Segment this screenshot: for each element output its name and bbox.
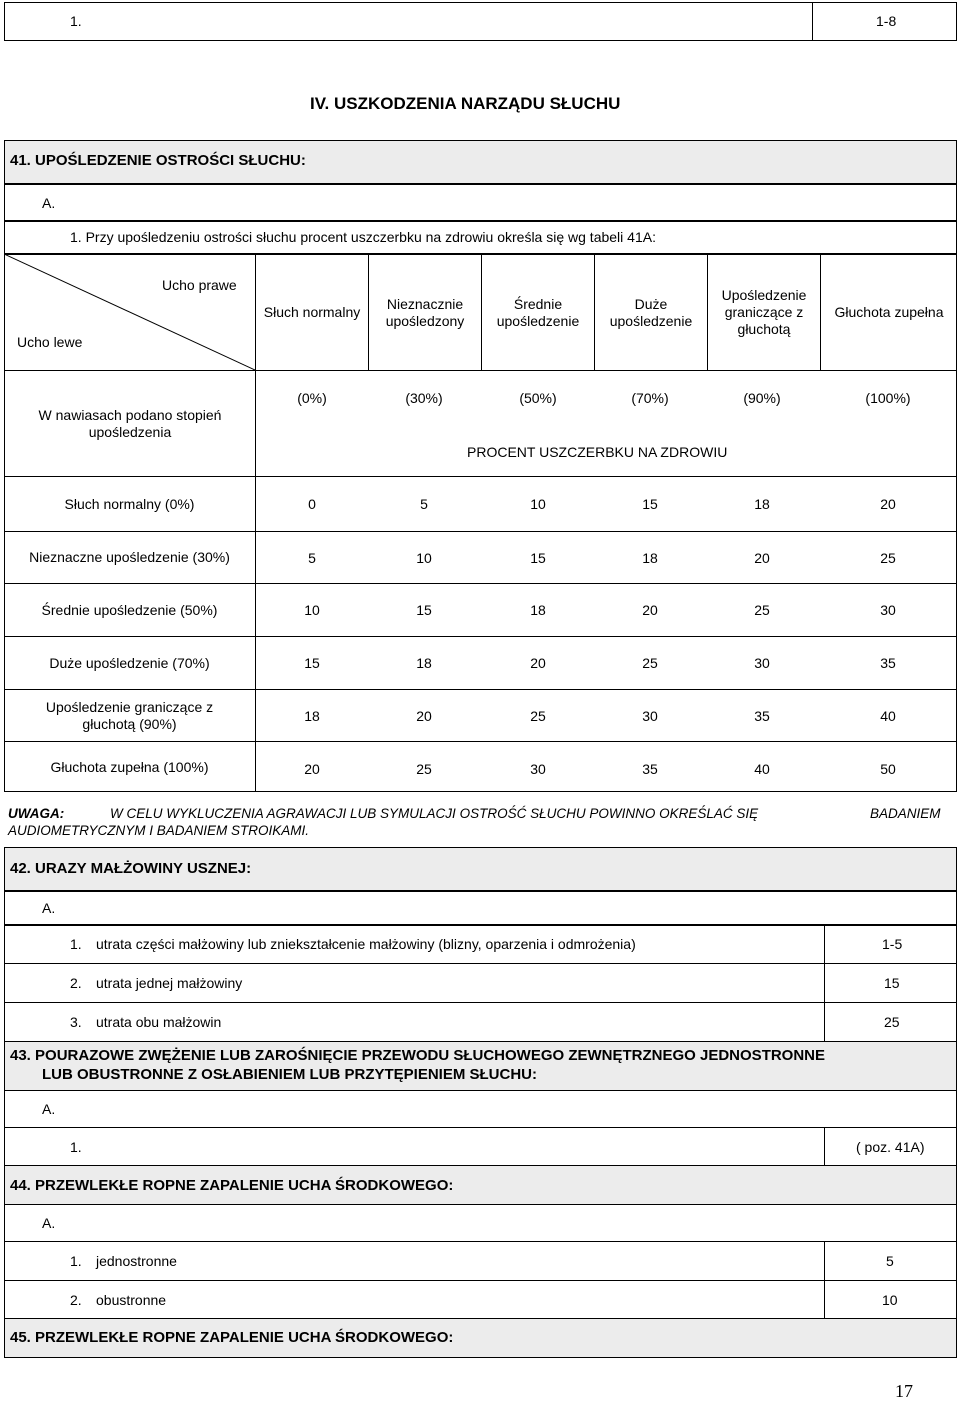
list-item: [4, 1127, 957, 1166]
cell: 20: [530, 655, 546, 671]
section-41-a-label: A.: [42, 195, 56, 211]
diagonal-divider: [4, 254, 256, 370]
item-text: utrata jednej małżowiny: [96, 975, 243, 991]
row-label: Nieznaczne upośledzenie (30%): [29, 549, 230, 565]
percent-30: (30%): [405, 390, 443, 406]
cell: 10: [530, 496, 546, 512]
header-right: 1-8: [876, 13, 897, 29]
item-num: 2.: [70, 975, 82, 991]
col-header-4: Duże upośledzenie: [609, 295, 693, 329]
cell: 25: [880, 550, 896, 566]
left-ear-label: Ucho lewe: [17, 334, 83, 350]
cell: 30: [754, 655, 770, 671]
item-num: 1.: [70, 1139, 82, 1155]
header-row: [4, 2, 957, 41]
cell: 20: [304, 761, 320, 777]
col-header-3: Średnie upośledzenie: [496, 295, 580, 329]
cell: 20: [880, 496, 896, 512]
cell: 30: [530, 761, 546, 777]
cell: 25: [642, 655, 658, 671]
uwaga-text-1: W CELU WYKLUCZENIA AGRAWACJI LUB SYMULACJI OSTROŚĆ SŁUCHU POWINNO OKREŚLAĆ SIĘ: [110, 806, 759, 821]
item-text: jednostronne: [96, 1253, 177, 1269]
item-value: 10: [882, 1292, 898, 1308]
section-43-title-1: 43. POURAZOWE ZWĘŻENIE LUB ZAROŚNIĘCIE PRZEWODU SŁUCHOWEGO ZEWNĘTRZNEGO JEDNOSTRONNE: [10, 1047, 826, 1064]
section-45-title: 45. PRZEWLEKŁE ROPNE ZAPALENIE UCHA ŚRODKOWEGO:: [10, 1329, 454, 1346]
cell: 10: [304, 602, 320, 618]
cell: 50: [880, 761, 896, 777]
item-text: obustronne: [96, 1292, 167, 1308]
item-num: 2.: [70, 1292, 82, 1308]
section-41-item-text: 1. Przy upośledzeniu ostrości słuchu procent uszczerbku na zdrowiu określa się wg tabeli 41A:: [70, 229, 656, 245]
item-value: 1-5: [882, 936, 903, 952]
header-left: 1.: [70, 13, 82, 29]
cell: 30: [642, 708, 658, 724]
item-value: 5: [886, 1253, 894, 1269]
cell: 18: [416, 655, 432, 671]
row-label: Duże upośledzenie (70%): [49, 654, 210, 671]
cell: 25: [416, 761, 432, 777]
cell: 5: [420, 496, 428, 512]
chapter-title: IV. USZKODZENIA NARZĄDU SŁUCHU: [310, 94, 621, 113]
item-text: utrata części małżowiny lub zniekształcenie małżowiny (blizny, oparzenia i odmrożenia): [96, 936, 636, 952]
section-42-a-row: [4, 891, 957, 925]
section-44-a-row: [4, 1204, 957, 1242]
col-header-5: Upośledzenie graniczące z głuchotą: [721, 287, 807, 337]
cell: 20: [642, 602, 658, 618]
cell: 15: [416, 602, 432, 618]
item-num: 1.: [70, 936, 82, 952]
right-ear-label: Ucho prawe: [162, 277, 237, 293]
section-43-a-label: A.: [42, 1101, 56, 1117]
cell: 20: [754, 550, 770, 566]
col-header-6: Głuchota zupełna: [834, 304, 944, 320]
cell: 15: [304, 655, 320, 671]
row-label: Średnie upośledzenie (50%): [41, 601, 218, 618]
cell: 5: [308, 550, 316, 566]
cell: 25: [530, 708, 546, 724]
section-43-title-2: LUB OBUSTRONNE Z OSŁABIENIEM LUB PRZYTĘPIENIEM SŁUCHU:: [42, 1066, 538, 1083]
section-42-title: 42. URAZY MAŁŻOWINY USZNEJ:: [10, 860, 252, 877]
cell: 18: [304, 708, 320, 724]
procent-label: PROCENT USZCZERBKU NA ZDROWIU: [467, 444, 728, 460]
percent-50: (50%): [519, 390, 557, 406]
item-value: 25: [884, 1014, 900, 1030]
section-44-a-label: A.: [42, 1215, 56, 1231]
row-label: Upośledzenie graniczące z głuchotą (90%): [45, 698, 214, 732]
section-41-title: 41. UPOŚLEDZENIE OSTROŚCI SŁUCHU:: [10, 152, 306, 169]
cell: 25: [754, 602, 770, 618]
cell: 15: [530, 550, 546, 566]
percent-0: (0%): [297, 390, 327, 406]
cell: 40: [754, 761, 770, 777]
cell: 18: [530, 602, 546, 618]
percent-70: (70%): [631, 390, 669, 406]
cell: 0: [308, 496, 316, 512]
section-42-a-label: A.: [42, 900, 56, 916]
section-44-title: 44. PRZEWLEKŁE ROPNE ZAPALENIE UCHA ŚRODKOWEGO:: [10, 1177, 454, 1194]
cell: 40: [880, 708, 896, 724]
row-label: Słuch normalny (0%): [64, 495, 195, 512]
cell: 20: [416, 708, 432, 724]
col-header-2: Nieznacznie upośledzony: [385, 295, 465, 329]
uwaga-text-2: AUDIOMETRYCZNYM I BADANIEM STROIKAMI.: [8, 823, 310, 838]
item-value: ( poz. 41A): [856, 1139, 925, 1155]
cell: 30: [880, 602, 896, 618]
legend-text: W nawiasach podano stopień upośledzenia: [38, 406, 222, 440]
percent-100: (100%): [865, 390, 911, 406]
cell: 35: [880, 655, 896, 671]
cell: 15: [642, 496, 658, 512]
cell: 35: [642, 761, 658, 777]
uwaga-label: UWAGA:: [8, 806, 65, 821]
section-43-a-row: [4, 1090, 957, 1128]
item-text: utrata obu małżowin: [96, 1014, 222, 1030]
item-num: 1.: [70, 1253, 82, 1269]
cell: 18: [754, 496, 770, 512]
row-label: Głuchota zupełna (100%): [50, 758, 209, 775]
item-value: 15: [884, 975, 900, 991]
cell: 18: [642, 550, 658, 566]
page-number: 17: [895, 1381, 913, 1401]
percent-90: (90%): [743, 390, 781, 406]
uwaga-text-right: BADANIEM: [870, 806, 941, 821]
cell: 35: [754, 708, 770, 724]
section-41-a-row: [4, 184, 957, 221]
cell: 10: [416, 550, 432, 566]
item-num: 3.: [70, 1014, 82, 1030]
col-header-1: Słuch normalny: [263, 304, 361, 320]
